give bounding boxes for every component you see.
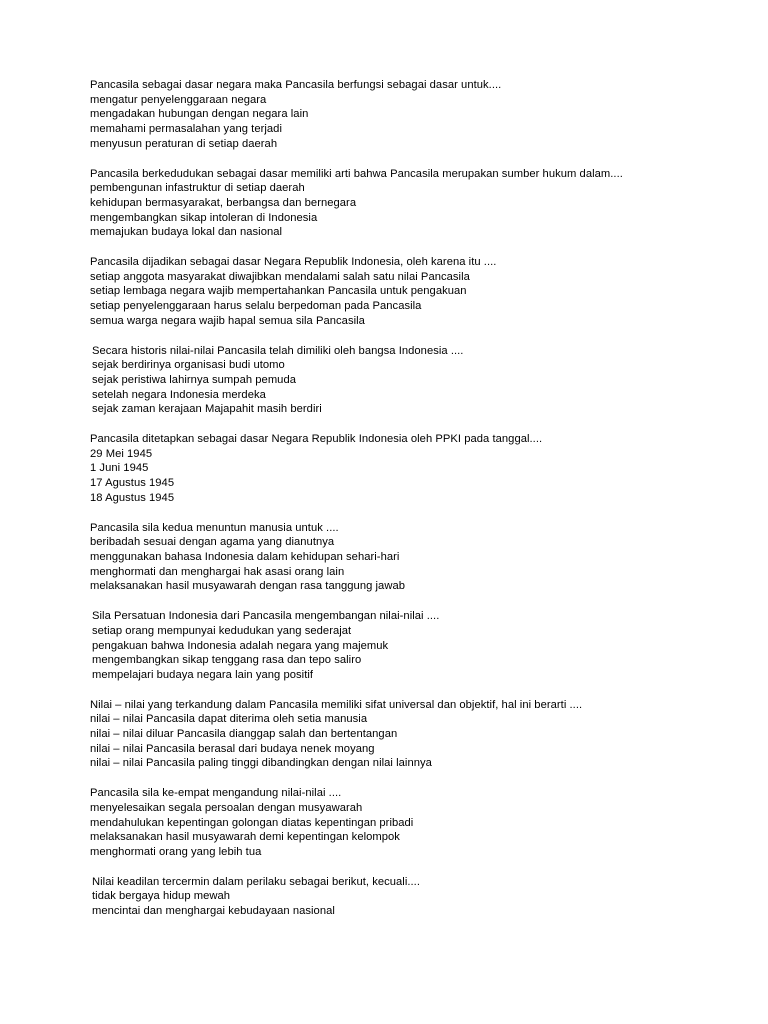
question-block <box>90 521 740 595</box>
question-text: Pancasila dijadikan sebagai dasar Negara Republik Indonesia, oleh karena itu .... <box>90 256 497 269</box>
answer-option: menyelesaikan segala persoalan dengan musyawarah <box>90 801 363 814</box>
answer-option: setiap lembaga negara wajib mempertahankan Pancasila untuk pengakuan <box>90 285 467 298</box>
answer-option: setelah negara Indonesia merdeka <box>92 388 266 401</box>
question-text: Pancasila sila kedua menuntun manusia untuk .... <box>90 521 339 534</box>
answer-option: nilai – nilai diluar Pancasila dianggap salah dan bertentangan <box>90 728 398 741</box>
answer-option: tidak bergaya hidup mewah <box>92 890 231 903</box>
question-text: Nilai keadilan tercermin dalam perilaku sebagai berikut, kecuali.... <box>92 875 420 888</box>
answer-option: sejak peristiwa lahirnya sumpah pemuda <box>92 373 297 386</box>
answer-option: nilai – nilai Pancasila paling tinggi dibandingkan dengan nilai lainnya <box>90 757 432 770</box>
question-block <box>90 698 740 772</box>
answer-option: melaksanakan hasil musyawarah demi kepentingan kelompok <box>90 831 400 844</box>
question-block <box>90 786 740 860</box>
answer-option: mengembangkan sikap intoleran di Indonesia <box>90 211 318 224</box>
question-text: Pancasila sebagai dasar negara maka Pancasila berfungsi sebagai dasar untuk.... <box>90 79 502 91</box>
question-text: Nilai – nilai yang terkandung dalam Pancasila memiliki sifat universal dan objektif, hal ini berarti .... <box>90 698 583 711</box>
answer-option: memajukan budaya lokal dan nasional <box>90 226 283 239</box>
question-block <box>92 344 740 418</box>
answer-option: nilai – nilai Pancasila dapat diterima oleh setia manusia <box>90 713 368 726</box>
answer-option: sejak zaman kerajaan Majapahit masih berdiri <box>92 403 322 416</box>
question-block <box>90 432 740 506</box>
answer-option: 18 Agustus 1945 <box>90 491 175 504</box>
answer-option: sejak berdirinya organisasi budi utomo <box>92 359 285 372</box>
answer-option: pembengunan infastruktur di setiap daerah <box>90 182 305 195</box>
answer-option: mencintai dan menghargai kebudayaan nasional <box>92 905 335 918</box>
answer-option: pengakuan bahwa Indonesia adalah negara yang majemuk <box>92 639 389 652</box>
answer-option: menggunakan bahasa Indonesia dalam kehidupan sehari-hari <box>90 550 400 563</box>
answer-option: 1 Juni 1945 <box>90 462 149 475</box>
answer-option: mengadakan hubungan dengan negara lain <box>90 108 309 121</box>
answer-option: memahami permasalahan yang terjadi <box>90 123 282 136</box>
answer-option: menyusun peraturan di setiap daerah <box>90 137 278 150</box>
document-page <box>90 78 740 934</box>
answer-option: mempelajari budaya negara lain yang positif <box>92 668 314 681</box>
answer-option: menghormati orang yang lebih tua <box>90 845 262 858</box>
question-block <box>90 78 740 152</box>
answer-option: setiap orang mempunyai kedudukan yang sederajat <box>92 624 352 637</box>
question-text: Sila Persatuan Indonesia dari Pancasila mengembangan nilai-nilai .... <box>92 610 440 623</box>
answer-option: beribadah sesuai dengan agama yang dianutnya <box>90 536 335 549</box>
answer-option: mengatur penyelenggaraan negara <box>90 93 267 106</box>
question-text: Pancasila ditetapkan sebagai dasar Negara Republik Indonesia oleh PPKI pada tanggal.... <box>90 433 543 446</box>
question-text: Pancasila berkedudukan sebagai dasar memiliki arti bahwa Pancasila merupakan sumber hukum dalam.... <box>90 167 623 180</box>
answer-option: mendahulukan kepentingan golongan diatas kepentingan pribadi <box>90 816 414 829</box>
question-text: Secara historis nilai-nilai Pancasila telah dimiliki oleh bangsa Indonesia .... <box>92 344 464 357</box>
answer-option: nilai – nilai Pancasila berasal dari budaya nenek moyang <box>90 742 375 755</box>
answer-option: mengembangkan sikap tenggang rasa dan tepo saliro <box>92 654 362 667</box>
question-block <box>90 255 740 329</box>
question-block <box>92 609 740 683</box>
answer-option: setiap anggota masyarakat diwajibkan mendalami salah satu nilai Pancasila <box>90 270 470 283</box>
answer-option: melaksanakan hasil musyawarah dengan rasa tanggung jawab <box>90 580 406 593</box>
question-text: Pancasila sila ke-empat mengandung nilai-nilai .... <box>90 787 342 800</box>
answer-option: menghormati dan menghargai hak asasi orang lain <box>90 565 345 578</box>
answer-option: 29 Mei 1945 <box>90 447 153 460</box>
question-block <box>92 875 740 919</box>
answer-option: setiap penyelenggaraan harus selalu berpedoman pada Pancasila <box>90 300 422 313</box>
answer-option: semua warga negara wajib hapal semua sila Pancasila <box>90 314 365 327</box>
question-block <box>90 167 740 241</box>
answer-option: 17 Agustus 1945 <box>90 477 175 490</box>
answer-option: kehidupan bermasyarakat, berbangsa dan bernegara <box>90 196 357 209</box>
